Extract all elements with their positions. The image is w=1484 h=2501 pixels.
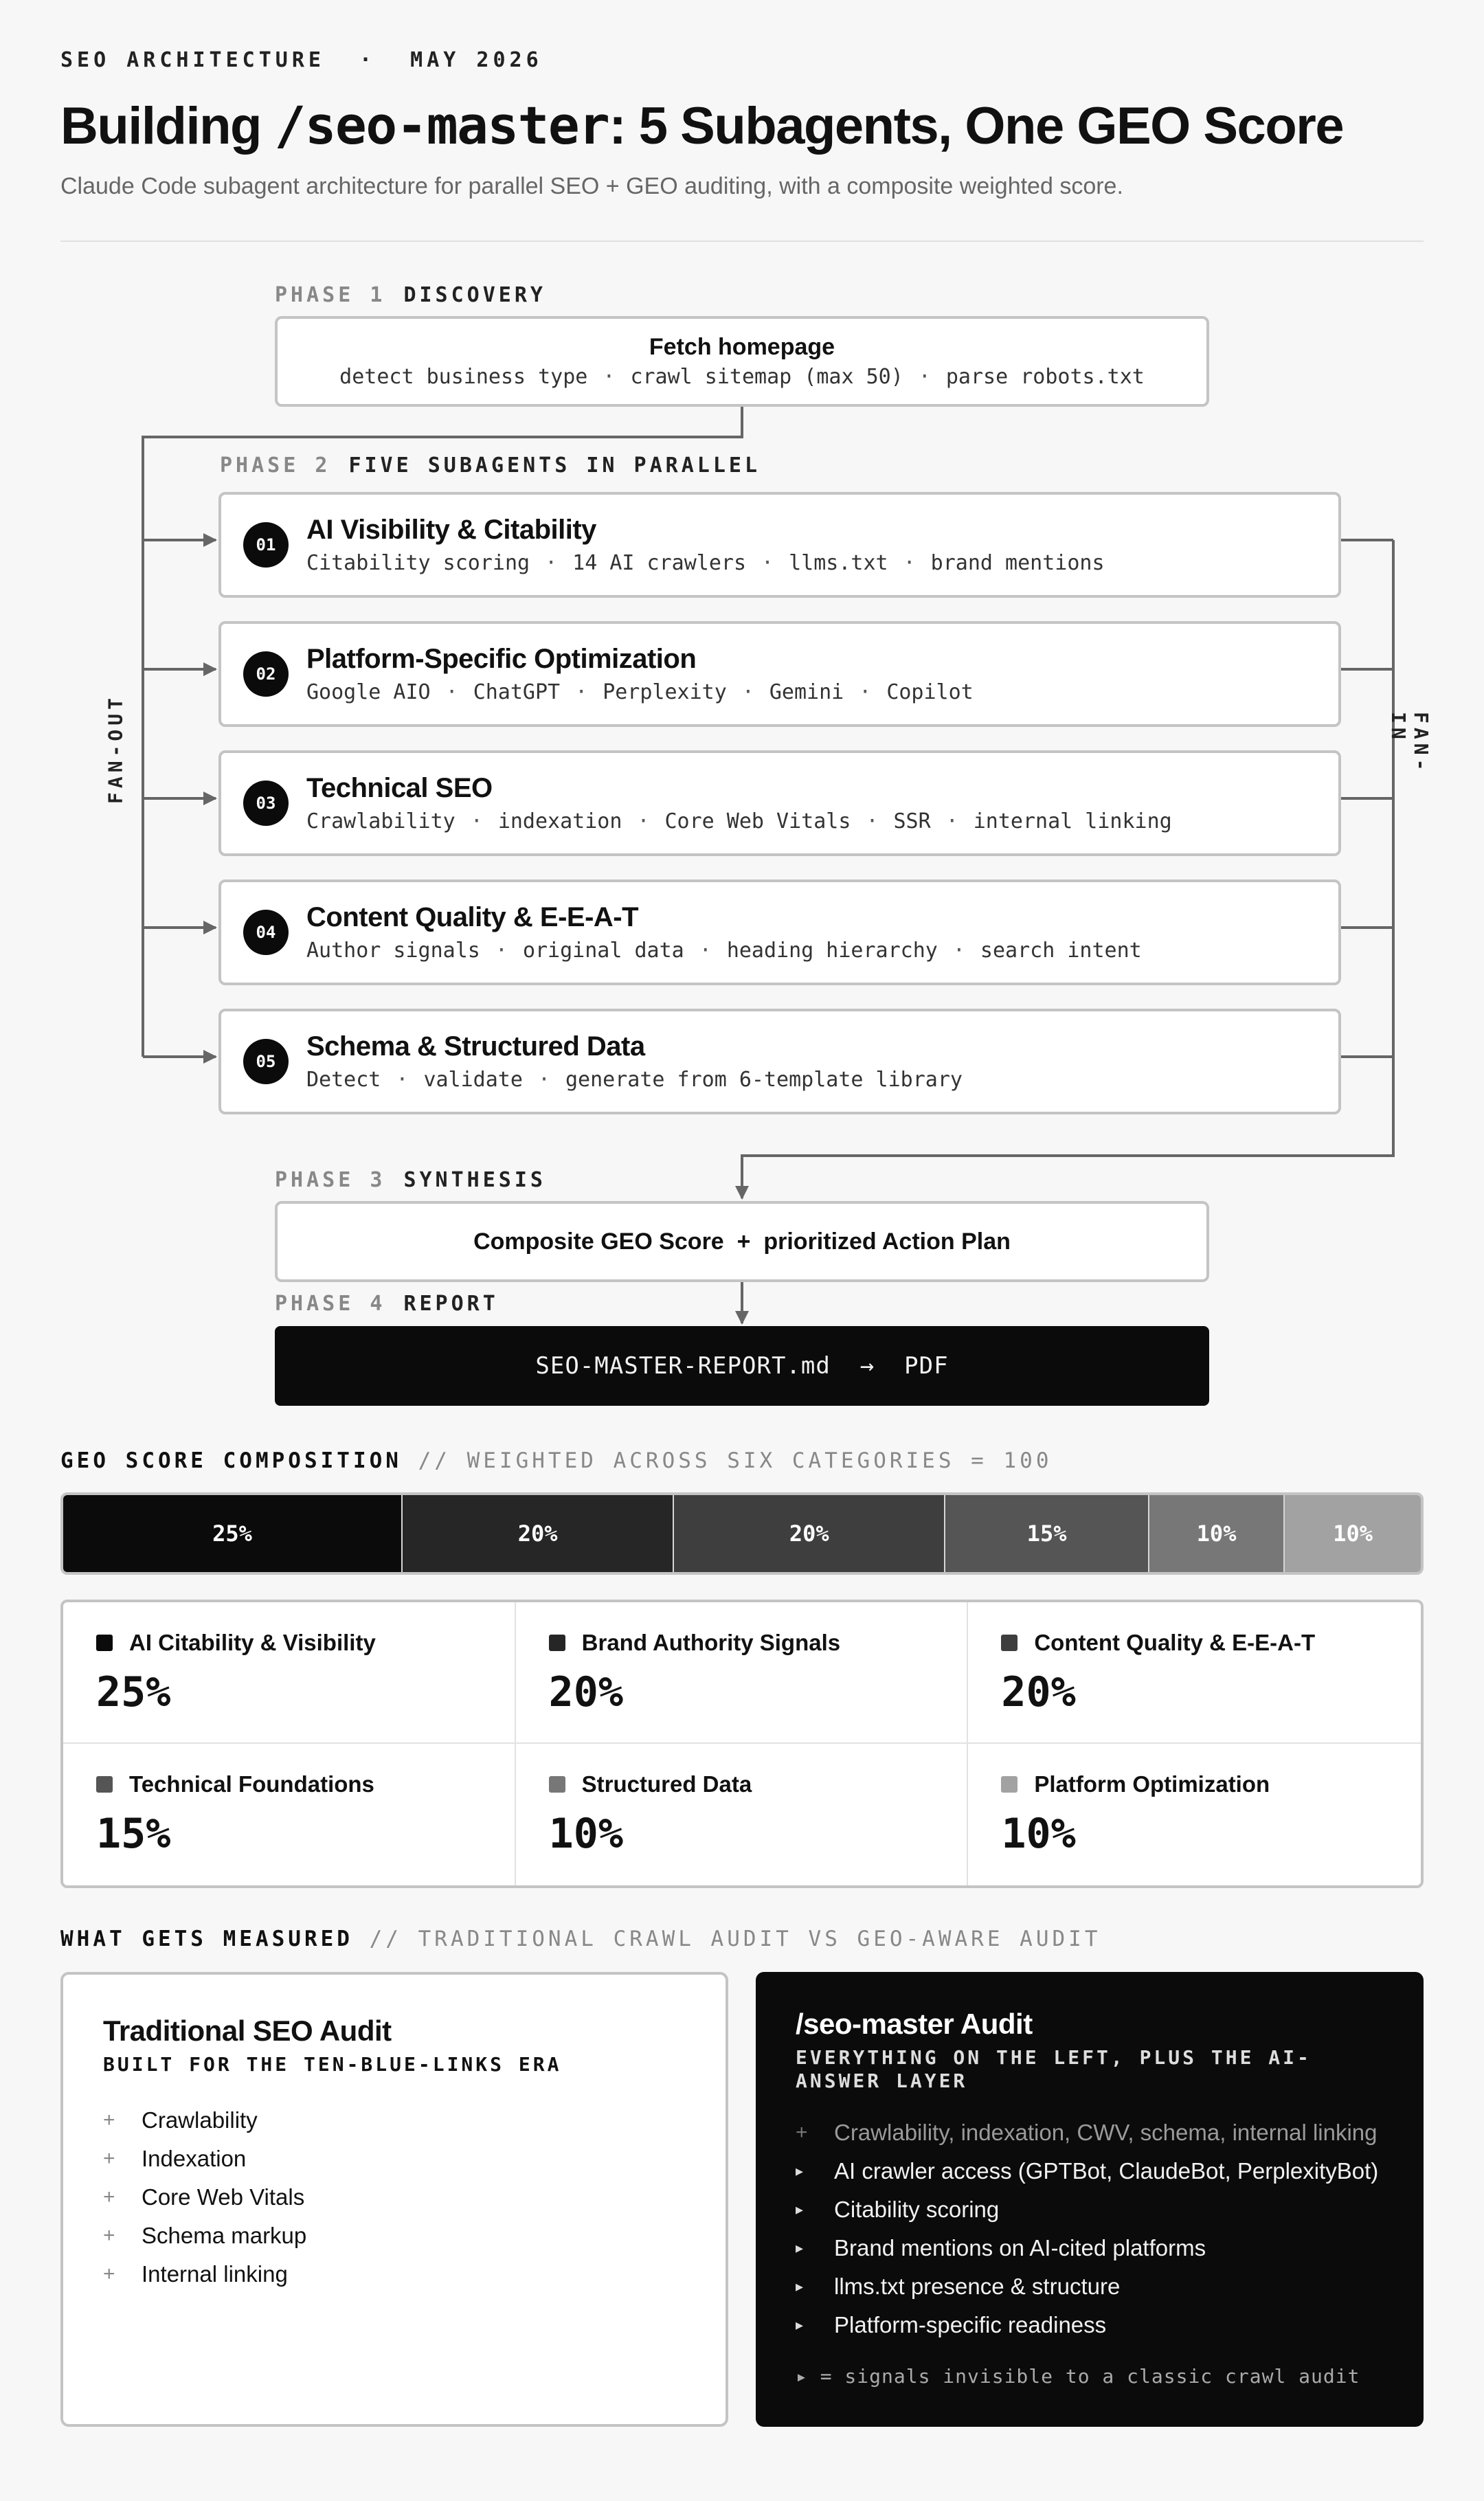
subagent-number-badge: 03 [243, 781, 289, 826]
category-swatch [96, 1776, 113, 1793]
title-suffix: : 5 Subagents, One GEO Score [609, 97, 1344, 155]
legend-footnote: ▸ = signals invisible to a classic crawl audit [796, 2365, 1360, 2388]
geo-weight-segment: 25% [63, 1495, 403, 1572]
subagent-card [218, 492, 1341, 598]
plus-icon: + [103, 2263, 115, 2285]
list-item: + Core Web Vitals [103, 2184, 305, 2210]
subagent-title: Content Quality & E-E-A-T [306, 902, 639, 932]
geo-category-cell: Technical Foundations 15% [63, 1744, 516, 1885]
triangle-bullet-icon: ▸ [796, 2316, 804, 2333]
subagent-tags: Citability scoring · 14 AI crawlers · llms.txt · brand mentions [306, 551, 1105, 575]
category-swatch [549, 1776, 565, 1793]
card-subtitle: EVERYTHING ON THE LEFT, PLUS THE AI-ANSWER LAYER [796, 2046, 1312, 2092]
plus-icon: + [103, 2224, 115, 2247]
subagent-tags: Author signals · original data · heading hierarchy · search intent [306, 939, 1142, 963]
traditional-audit-card [60, 1972, 728, 2427]
triangle-bullet-icon: ▸ [796, 2162, 804, 2179]
subagent-title: Schema & Structured Data [306, 1031, 645, 1062]
category-weight: 15% [96, 1810, 171, 1858]
geo-weight-segment: 10% [1149, 1495, 1285, 1572]
subagent-number-badge: 02 [243, 651, 289, 697]
title-prefix: Building [60, 97, 275, 155]
subagent-title: Platform-Specific Optimization [306, 644, 697, 674]
category-weight: 20% [1001, 1668, 1076, 1716]
card-title: /seo-master Audit [796, 2008, 1033, 2040]
geo-category-cell: Content Quality & E-E-A-T 20% [968, 1602, 1421, 1744]
subagent-title: AI Visibility & Citability [306, 515, 596, 545]
geo-weight-segment: 20% [674, 1495, 945, 1572]
subagent-card [218, 621, 1341, 727]
list-item: + Indexation [103, 2146, 247, 2171]
eyebrow-separator: · [359, 48, 376, 72]
fan-in-label: FAN-IN [1387, 712, 1432, 775]
geo-weight-segment: 15% [945, 1495, 1149, 1572]
fan-out-label: FAN-OUT [104, 693, 127, 805]
eyebrow-topic: SEO ARCHITECTURE [60, 48, 325, 72]
geo-category-cell: Brand Authority Signals 20% [516, 1602, 969, 1744]
list-item: ▸ llms.txt presence & structure [796, 2274, 1121, 2299]
geo-category-cell: AI Citability & Visibility 25% [63, 1602, 516, 1744]
category-weight: 10% [548, 1810, 624, 1858]
subagent-number-badge: 01 [243, 522, 289, 568]
subagent-card [218, 879, 1341, 985]
discovery-title: Fetch homepage [649, 334, 835, 360]
list-item: + Schema markup [103, 2223, 307, 2248]
report-output-box: SEO-MASTER-REPORT.md → PDF [275, 1326, 1209, 1406]
geo-category-cell: Platform Optimization 10% [968, 1744, 1421, 1885]
subagent-card [218, 1009, 1341, 1114]
geo-section-heading: GEO SCORE COMPOSITION // WEIGHTED ACROSS SIX CATEGORIES = 100 [60, 1448, 1053, 1473]
plus-icon: + [796, 2121, 808, 2144]
subagent-card [218, 750, 1341, 856]
subagent-tags: Detect · validate · generate from 6-template library [306, 1068, 963, 1092]
card-title: Traditional SEO Audit [103, 2015, 392, 2047]
traditional-audit-list [103, 2101, 686, 2293]
eyebrow-date: MAY 2026 [410, 48, 543, 72]
synthesis-text: Composite GEO Score + prioritized Action Plan [473, 1228, 1011, 1255]
triangle-bullet-icon: ▸ [796, 2201, 804, 2218]
list-item: + Crawlability, indexation, CWV, schema, internal linking [796, 2120, 1378, 2145]
seo-master-audit-card [756, 1972, 1424, 2427]
phase-3-label: PHASE 3 SYNTHESIS [275, 1168, 546, 1192]
plus-icon: + [103, 2147, 115, 2170]
subagent-tags: Google AIO · ChatGPT · Perplexity · Gemini · Copilot [306, 680, 974, 704]
plus-icon: + [103, 2186, 115, 2208]
discovery-tags: detect business type · crawl sitemap (max 50) · parse robots.txt [339, 365, 1145, 389]
category-swatch [1001, 1776, 1018, 1793]
geo-weight-segment: 20% [403, 1495, 674, 1572]
discovery-box [275, 316, 1209, 407]
seo-master-audit-list [796, 2113, 1384, 2344]
list-item: ▸ Brand mentions on AI-cited platforms [796, 2235, 1206, 2261]
list-item: + Crawlability [103, 2107, 258, 2133]
category-swatch [96, 1635, 113, 1651]
title-command: /seo-master [274, 95, 609, 156]
list-item: ▸ Platform-specific readiness [796, 2312, 1107, 2337]
triangle-bullet-icon: ▸ [796, 2278, 804, 2295]
list-item: + Internal linking [103, 2261, 288, 2287]
list-item: ▸ Citability scoring [796, 2197, 1000, 2222]
subagent-tags: Crawlability · indexation · Core Web Vitals · SSR · internal linking [306, 809, 1172, 833]
page-subtitle: Claude Code subagent architecture for parallel SEO + GEO auditing, with a composite weighted score. [60, 173, 1123, 199]
subagent-number-badge: 05 [243, 1039, 289, 1084]
phase-1-label: PHASE 1 DISCOVERY [275, 283, 546, 307]
category-weight: 20% [548, 1668, 624, 1716]
triangle-bullet-icon: ▸ [796, 2239, 804, 2256]
geo-weight-bar [60, 1492, 1424, 1575]
phase-4-label: PHASE 4 REPORT [275, 1292, 499, 1316]
subagent-number-badge: 04 [243, 910, 289, 955]
geo-category-grid [60, 1600, 1424, 1888]
list-item: ▸ AI crawler access (GPTBot, ClaudeBot, PerplexityBot) [796, 2158, 1379, 2184]
phase-2-label: PHASE 2 FIVE SUBAGENTS IN PARALLEL [220, 453, 761, 478]
category-weight: 25% [96, 1668, 171, 1716]
measured-section-heading: WHAT GETS MEASURED // TRADITIONAL CRAWL AUDIT VS GEO-AWARE AUDIT [60, 1927, 1101, 1951]
category-weight: 10% [1001, 1810, 1076, 1858]
geo-weight-segment: 10% [1285, 1495, 1421, 1572]
plus-icon: + [103, 2109, 115, 2131]
geo-category-cell: Structured Data 10% [516, 1744, 969, 1885]
card-subtitle: BUILT FOR THE TEN-BLUE-LINKS ERA [103, 2053, 562, 2076]
category-swatch [549, 1635, 565, 1651]
category-swatch [1001, 1635, 1018, 1651]
synthesis-box [275, 1201, 1209, 1282]
subagent-title: Technical SEO [306, 773, 493, 803]
